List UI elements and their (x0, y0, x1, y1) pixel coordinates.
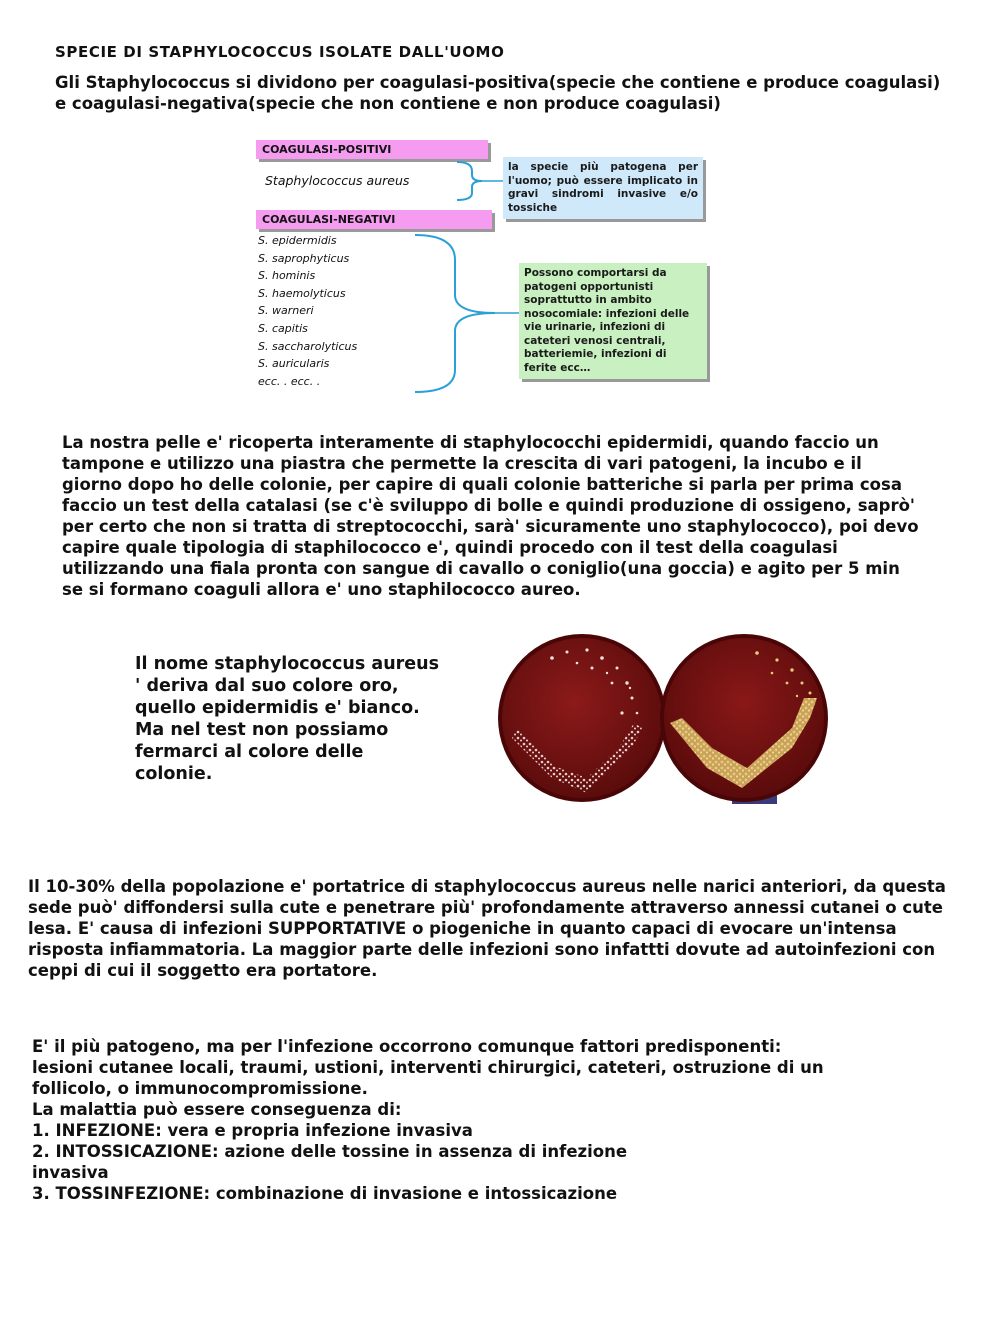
disease-paragraph (32, 1036, 932, 1204)
aureus-plate (660, 634, 828, 802)
disease-line: invasiva (32, 1163, 109, 1182)
species-item: S. hominis (258, 269, 316, 283)
species-item: ecc. . ecc. . (258, 374, 321, 388)
species-item: S. saprophyticus (258, 251, 350, 265)
negative-species-list (258, 232, 357, 390)
positive-brace (457, 162, 482, 200)
name-paragraph: Il nome staphylococcus aureus ' deriva dal suo colore oro, quello epidermidis e' bianco. Ma nel test non possiamo fermarci al colore delle colonie. (135, 654, 440, 784)
species-item: S. epidermidis (258, 234, 337, 247)
species-item: S. saccharolyticus (258, 339, 358, 353)
species-item: S. haemolyticus (258, 286, 346, 300)
intro-paragraph: Gli Staphylococcus si dividono per coagulasi-positiva(specie che contiene e produce coagulasi) e coagulasi-negativa(specie che non contiene e non produce coagulasi) (55, 73, 941, 113)
negative-brace (415, 235, 495, 392)
coagulase-diagram (250, 135, 720, 400)
negative-note-box: Possono comportarsi da patogeni opportunisti soprattutto in ambito nosocomiale: infezioni delle vie urinarie, infezioni di cateteri venosi centrali, batteriemie, infezioni di ferite ecc… (519, 263, 707, 379)
disease-line: 1. INFEZIONE: vera e propria infezione invasiva (32, 1121, 473, 1140)
epidermidis-plate (498, 634, 666, 802)
disease-line: lesioni cutanee locali, traumi, ustioni, interventi chirurgici, cateteri, ostruzione di un (32, 1058, 824, 1077)
disease-line: La malattia può essere conseguenza di: (32, 1100, 402, 1119)
disease-line: 2. INTOSSICAZIONE: azione delle tossine in assenza di infezione (32, 1142, 628, 1161)
species-item: S. capitis (258, 321, 308, 335)
culture-paragraph: La nostra pelle e' ricoperta interamente di staphylococchi epidermidi, quando faccio un tampone e utilizzo una piastra che permette la crescita di vari patogeni, la incubo e il giorno dopo ho delle colonie, per capire di quali colonie batteriche si parla per prima cosa faccio un test della catalasi (se c'è sviluppo di bolle e quindi produzione di ossigeno, saprò' per certo che non si tratta di streptococchi, sarà' sicuramente uno staphylococco), poi devo capire quale tipologia di staphilococco e', quindi procedo con il test della coagulasi utilizzando una fiala pronta con sangue di cavallo o coniglio(una goccia) e agito per 5 min se si formano coaguli allora e' uno staphilococco aureo. (62, 433, 919, 599)
agar-plates-photo (492, 628, 837, 808)
positive-species: Staphylococcus aureus (265, 173, 410, 188)
carriers-paragraph: Il 10-30% della popolazione e' portatrice di staphylococcus aureus nelle narici anteriori, da questa sede può' diffondersi sulla cute e penetrare più' profondamente attraverso annessi cutanei o cute lesa. E' causa di infezioni SUPPORTATIVE o piogeniche in quanto capaci di evocare un'intensa risposta infiammatoria. La maggior parte delle infezioni sono infattti dovute ad autoinfezioni con ceppi di cui il soggetto era portatore. (28, 877, 946, 980)
disease-line: follicolo, o immunocompromissione. (32, 1079, 368, 1098)
species-item: S. warneri (258, 304, 314, 318)
disease-line: E' il più patogeno, ma per l'infezione occorrono comunque fattori predisponenti: (32, 1037, 782, 1056)
page-title: SPECIE DI STAPHYLOCOCCUS ISOLATE DALL'UOMO (55, 43, 505, 61)
positive-header: COAGULASI-POSITIVI (256, 140, 488, 159)
disease-line: 3. TOSSINFEZIONE: combinazione di invasione e intossicazione (32, 1184, 618, 1203)
species-item: S. auricularis (258, 357, 330, 371)
positive-note-box: la specie più patogena per l'uomo; può essere implicato in gravi sindromi invasive e/o tossiche (503, 157, 703, 219)
negative-header: COAGULASI-NEGATIVI (256, 210, 492, 229)
